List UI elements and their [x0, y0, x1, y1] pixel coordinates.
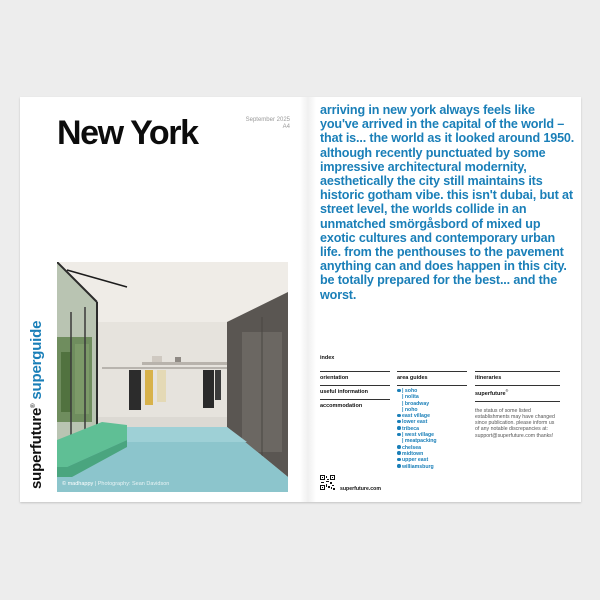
- area-guide-label: midtown: [402, 450, 424, 457]
- publication-format: A4: [282, 124, 290, 130]
- bullet-dot-icon: [397, 420, 401, 424]
- publication-month: September 2025: [245, 117, 290, 123]
- index-header-area-guides: area guides: [397, 372, 467, 386]
- publication-date: [232, 117, 290, 131]
- area-guide-item[interactable]: [397, 464, 467, 470]
- index-column-itineraries: [475, 371, 560, 439]
- area-guide-label: east village: [402, 413, 430, 420]
- area-guide-label: | noho: [402, 406, 418, 413]
- index-column-general: [320, 371, 390, 413]
- area-guides-list: [397, 388, 467, 470]
- magazine-spread: [20, 97, 581, 502]
- photo-credit-photographer: Photography: Sean Davidson: [97, 481, 170, 487]
- store-interior-photo: [57, 262, 288, 492]
- area-guide-label: | soho: [402, 388, 418, 394]
- brand-registered: ®: [31, 403, 37, 408]
- area-guide-label: upper east: [402, 457, 429, 464]
- store-interior-illustration: [57, 262, 288, 492]
- itineraries-brand-name: superfuture: [475, 390, 506, 397]
- page-gutter: [300, 97, 316, 502]
- area-guide-label: tribeca: [402, 425, 420, 432]
- itineraries-brand-badge: [475, 386, 560, 401]
- bullet-dot-icon: [397, 414, 401, 418]
- brand-name: superfuture: [28, 407, 45, 489]
- itineraries-brand-reg: ®: [505, 389, 509, 393]
- index-label: index: [320, 355, 335, 361]
- area-guide-label: chelsea: [402, 444, 422, 451]
- vertical-brand-mark: [24, 319, 44, 489]
- page-title: New York: [57, 114, 198, 152]
- qr-code-icon[interactable]: [320, 475, 335, 490]
- website-link[interactable]: superfuture.com: [340, 486, 381, 492]
- photo-credit-handle: © madhappy: [62, 481, 94, 487]
- bullet-dot-icon: [397, 389, 401, 393]
- index-item-accommodation[interactable]: accommodation: [320, 403, 363, 409]
- index-column-area-guides: [397, 371, 467, 470]
- bullet-dot-icon: [397, 451, 401, 455]
- bullet-dot-icon: [397, 433, 401, 437]
- area-guide-label: | west village: [402, 432, 435, 439]
- intro-paragraph: arriving in new york always feels like you've arrived in the capital of the world – that is... the world as it looked around 1950. although recently punctuated by some impressive architectural modernity, aesthetically the city still maintains its historic gotham vibe. this isn't dubai, but at street level, the worlds collide in an unmatched smörgåsbord of mixed up exotic cultures and contemporary urban life. from the penthouses to the pavement anything can and does happen in this city. be totally prepared for the best... and the worst.: [320, 103, 575, 302]
- area-guide-label: | broadway: [402, 400, 430, 407]
- area-guide-label: lower east: [402, 419, 428, 426]
- photo-caption: © madhappy | Photography: Sean Davidson: [62, 481, 170, 487]
- index-item-useful-information[interactable]: useful information: [320, 386, 390, 400]
- area-guide-label: williamsburg: [402, 463, 434, 470]
- brand-product: superguide: [28, 320, 45, 400]
- bullet-dot-icon: [397, 464, 401, 468]
- bullet-dot-icon: [397, 426, 401, 430]
- bullet-dot-icon: [397, 445, 401, 449]
- area-guide-label: | nolita: [402, 394, 419, 401]
- column-rule: [475, 401, 560, 402]
- area-guide-label: | meatpacking: [402, 438, 437, 445]
- index-header-itineraries[interactable]: itineraries: [475, 372, 560, 386]
- index-item-orientation[interactable]: orientation: [320, 372, 390, 386]
- bullet-dot-icon: [397, 458, 401, 462]
- discrepancy-note: the status of some listed establishments may have changed since publication. please inform us of any notable discrepancies at: support@superfuture.com thanks!: [475, 407, 555, 439]
